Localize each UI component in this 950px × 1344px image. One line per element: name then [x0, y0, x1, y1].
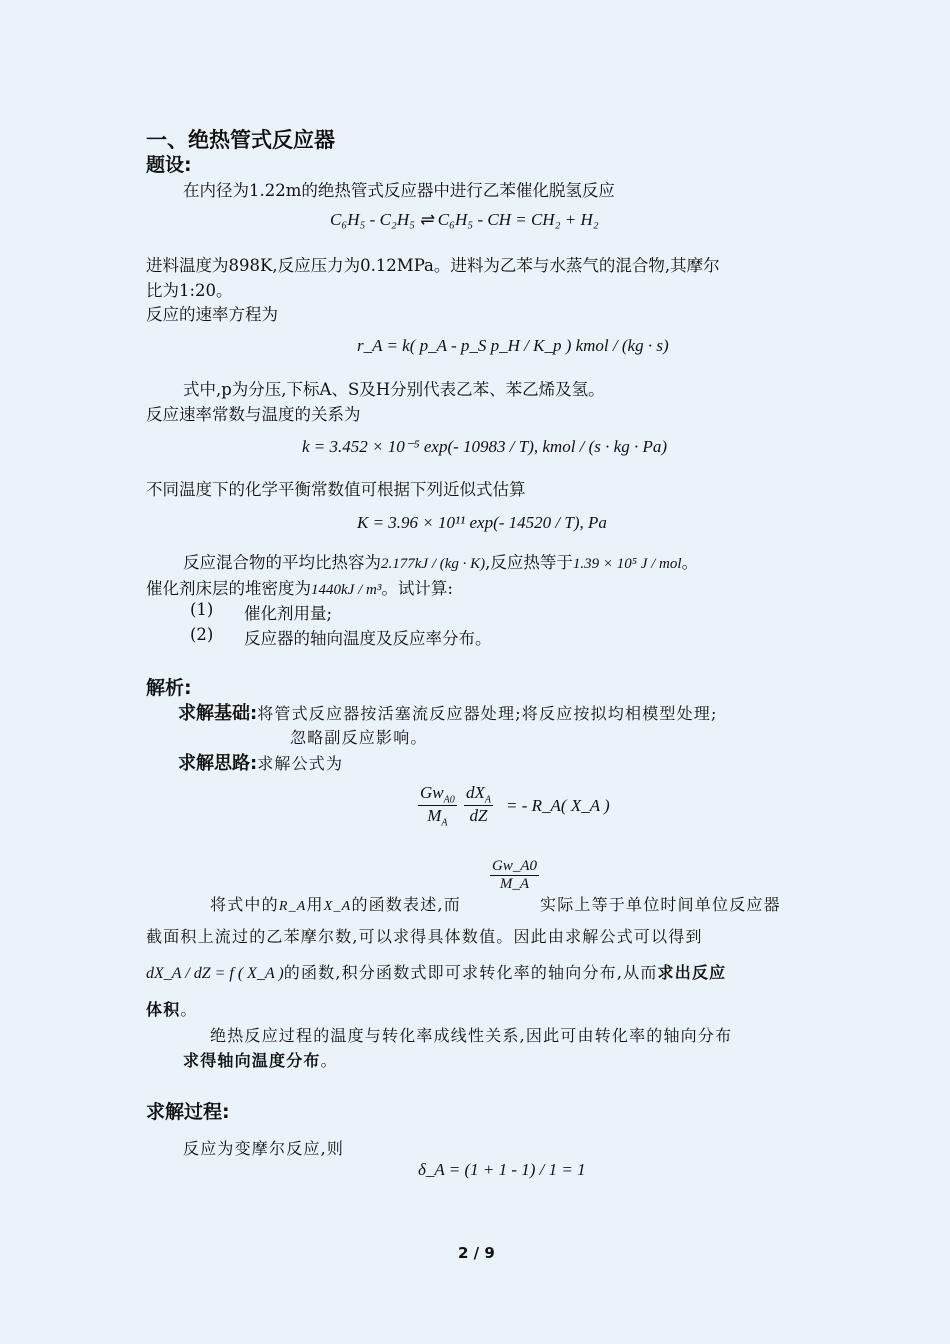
p4-line — [146, 997, 198, 1020]
p1-line-a — [210, 892, 461, 915]
delta-equation: δ_A = (1 + 1 - 1) / 1 = 1 — [418, 1160, 586, 1179]
main-eq-rhs: = - R_A( X_A ) — [506, 796, 610, 815]
problem-line8 — [183, 549, 698, 573]
p6-bold: 求得轴向温度分布 — [183, 1051, 321, 1070]
p1c: 的函数表述,而 — [351, 895, 461, 914]
main-eq-num2-sub: A — [484, 794, 491, 806]
p3-line — [146, 960, 726, 983]
p1-fraction — [490, 858, 539, 893]
section-title: 一、绝热管式反应器 — [146, 128, 335, 152]
p3-eq: dX_A / dZ = f ( X_A ) — [146, 965, 284, 982]
p5: 绝热反应过程的温度与转化率成线性关系,因此可由转化率的轴向分布 — [210, 1026, 733, 1045]
reaction-equation-text: C₆H₅ - C₂H₅ ⇌ C₆H₅ - CH = CH₂ + H₂ — [330, 210, 599, 229]
p1-RA: R_A — [278, 899, 307, 914]
item2-text: 反应器的轴向温度及反应率分布。 — [244, 629, 492, 648]
basis-row — [178, 699, 718, 725]
basis-text2: 忽略副反应影响。 — [290, 728, 428, 747]
main-eq-num2: dX — [466, 783, 485, 802]
p1-frac-den: M_A — [499, 876, 530, 892]
item2-number: (2) — [190, 625, 214, 644]
line8-end: 。 — [681, 553, 699, 572]
p1d: 实际上等于单位时间单位反应器 — [540, 895, 781, 914]
p1b: 用 — [306, 895, 324, 914]
idea-row — [178, 749, 343, 775]
solution-heading: 求解过程: — [146, 1101, 230, 1123]
page-number: 2 / 9 — [458, 1244, 495, 1262]
p2: 截面积上流过的乙苯摩尔数,可以求得具体数值。因此由求解公式可以得到 — [146, 927, 703, 946]
main-eq-den1-sub: A — [441, 817, 448, 829]
main-eq-num1-sub: A0 — [443, 794, 455, 806]
p4: 。 — [180, 1000, 198, 1019]
item1-number: (1) — [190, 600, 214, 619]
problem-line9 — [146, 575, 453, 599]
p3a: 的函数,积分函数式即可求转化率的轴向分布,从而 — [283, 963, 658, 982]
p1-frac-num: Gw_A0 — [492, 858, 537, 874]
p1a: 将式中的 — [210, 895, 279, 914]
p6-line — [183, 1048, 338, 1071]
main-eq-den1: M — [427, 806, 442, 826]
basis-label: 求解基础: — [178, 703, 258, 724]
basis-text1: 将管式反应器按活塞流反应器处理;将反应按拟均相模型处理; — [257, 704, 718, 723]
problem-line4: 反应的速率方程为 — [146, 305, 278, 324]
line9-end: 。试计算: — [381, 579, 453, 598]
analysis-heading: 解析: — [146, 677, 192, 699]
main-eq-den2: dZ — [469, 806, 488, 826]
rho-label: 催化剂床层的堆密度为 — [146, 579, 311, 598]
main-eq-fraction1 — [418, 783, 457, 829]
item1-text: 催化剂用量; — [244, 604, 333, 623]
problem-heading: 题设: — [146, 154, 192, 176]
p6: 。 — [320, 1051, 338, 1070]
rho-value: 1440kJ / m³ — [311, 582, 382, 598]
idea-text: 求解公式为 — [257, 754, 344, 773]
K-equation: K = 3.96 × 10¹¹ exp(- 14520 / T), Pa — [357, 513, 607, 532]
problem-line2: 进料温度为898K,反应压力为0.12MPa。进料为乙苯与水蒸气的混合物,其摩尔 — [146, 256, 720, 275]
dh-label: ,反应热等于 — [485, 553, 573, 572]
p1-XA: X_A — [323, 899, 352, 914]
p4-bold: 体积 — [146, 1000, 181, 1019]
problem-line1: 在内径为1.22m的绝热管式反应器中进行乙苯催化脱氢反应 — [183, 181, 615, 200]
main-eq-fraction2 — [464, 783, 493, 826]
k-equation: k = 3.452 × 10⁻⁵ exp(- 10983 / T), kmol / (s · kg · Pa) — [302, 437, 668, 456]
idea-label: 求解思路: — [178, 753, 258, 774]
problem-line5: 式中,p为分压,下标A、S及H分别代表乙苯、苯乙烯及氢。 — [183, 380, 605, 399]
problem-line7: 不同温度下的化学平衡常数值可根据下列近似式估算 — [146, 480, 526, 499]
rate-equation: r_A = k( p_A - p_S p_H / K_p ) kmol / (kg · s) — [357, 336, 669, 355]
main-eq-num1: Gw — [420, 783, 444, 802]
p3-bold: 求出反应 — [657, 963, 727, 982]
reaction-equation — [330, 210, 599, 230]
solution-line1: 反应为变摩尔反应,则 — [183, 1139, 345, 1158]
cp-label: 反应混合物的平均比热容为 — [183, 553, 381, 572]
problem-line6: 反应速率常数与温度的关系为 — [146, 405, 361, 424]
problem-line3: 比为1:20。 — [146, 281, 233, 300]
cp-value: 2.177kJ / (kg · K) — [381, 556, 486, 572]
dh-value: 1.39 × 10⁵ J / mol — [572, 556, 682, 572]
